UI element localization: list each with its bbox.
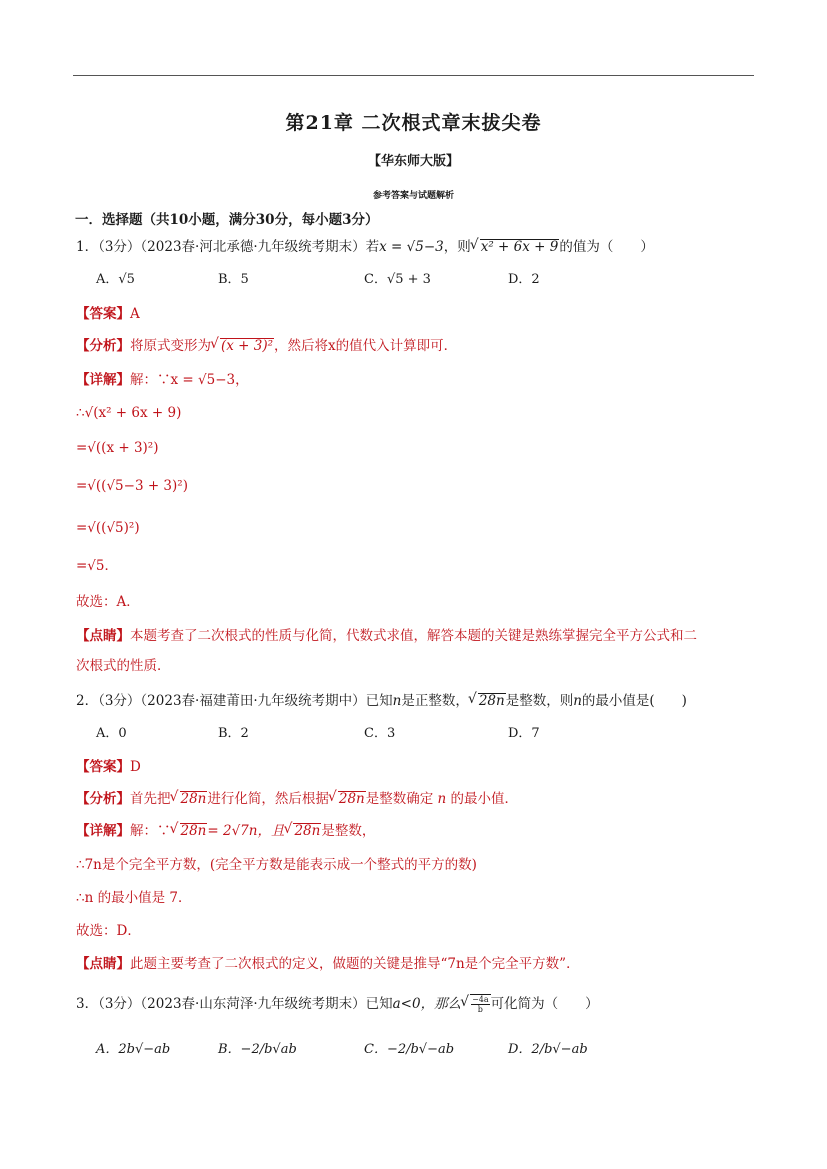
q2-option-b[interactable]: B．2 [218, 726, 249, 741]
edition-label: 【华东师大版】 [367, 154, 459, 169]
page-title: 第21章 二次根式章末拔尖卷 [285, 112, 542, 134]
answer-note: 参考答案与试题解析 [372, 191, 454, 201]
q1-detail: 【详解】解：∵x = √5−3， [76, 372, 249, 388]
header-rule [73, 75, 754, 76]
q1-radicand: x² + 6x + 9 [480, 239, 559, 255]
q1-answer: 【答案】A [76, 306, 140, 322]
q3-stem: 3．（3分）（2023春·山东菏泽·九年级统考期末）已知a<0，那么 √ $\frac{-4a}{b}$ 可化简为（ ） [76, 994, 599, 1014]
q2-answer: 【答案】D [76, 759, 141, 775]
q2-detail: 【详解】解：∵√ 28n= 2√7n，且√ 28n是整数， [76, 821, 375, 841]
q1-option-a[interactable]: A．√5 [96, 272, 135, 287]
q1-comment-cont: 次根式的性质． [76, 658, 171, 674]
q1-comment: 【点睛】本题考查了二次根式的性质与化简，代数式求值，解答本题的关键是熟练掌握完全平方公式和二 [76, 628, 697, 644]
q2-step-2: ∴n 的最小值是 7． [76, 890, 192, 906]
q3-option-d[interactable]: D．2/b√−ab [508, 1042, 588, 1057]
q1-option-b[interactable]: B．5 [218, 272, 249, 287]
q2-option-c[interactable]: C．3 [364, 726, 396, 741]
section-heading: 一．选择题（共10小题，满分30分，每小题3分） [75, 212, 379, 228]
q3-option-c[interactable]: C．−2/b√−ab [364, 1042, 455, 1057]
q3-option-b[interactable]: B．−2/b√ab [218, 1042, 297, 1057]
q1-step-5: =√5． [76, 558, 119, 574]
q2-option-d[interactable]: D．7 [508, 726, 540, 741]
q2-stem: 2．（3分）（2023春·福建莆田·九年级统考期中）已知n是正整数，√ 28n是整数，则n的最小值是( ) [76, 691, 687, 711]
q2-analysis: 【分析】首先把√ 28n进行化简，然后根据√ 28n是整数确定 n 的最小值． [76, 789, 518, 809]
q2-comment: 【点睛】此题主要考查了二次根式的定义，做题的关键是推导“7n是个完全平方数”． [76, 956, 580, 972]
q2-option-a[interactable]: A．0 [96, 726, 127, 741]
q2-choose: 故选：D． [76, 923, 141, 939]
q1-step-3: =√((√5−3 + 3)²) [76, 478, 188, 494]
q1-stem: 1．（3分）（2023春·河北承德·九年级统考期末）若x = √5−3，则√ x² + 6x + 9的值为（ ） [76, 237, 654, 257]
q1-step-1: ∴√(x² + 6x + 9) [76, 405, 182, 421]
q1-step-2: =√((x + 3)²) [76, 440, 159, 456]
q1-analysis: 【分析】将原式变形为√ (x + 3)²，然后将x的值代入计算即可． [76, 336, 457, 356]
q2-step-1: ∴7n是个完全平方数，(完全平方数是能表示成一个整式的平方的数) [76, 857, 477, 873]
q1-option-d[interactable]: D．2 [508, 272, 540, 287]
q1-x-expr: x = √5−3 [379, 239, 444, 255]
q3-option-a[interactable]: A．2b√−ab [96, 1042, 171, 1057]
q1-choose: 故选：A． [76, 594, 140, 610]
q1-step-4: =√((√5)²) [76, 520, 140, 536]
q1-option-c[interactable]: C．√5 + 3 [364, 272, 431, 287]
